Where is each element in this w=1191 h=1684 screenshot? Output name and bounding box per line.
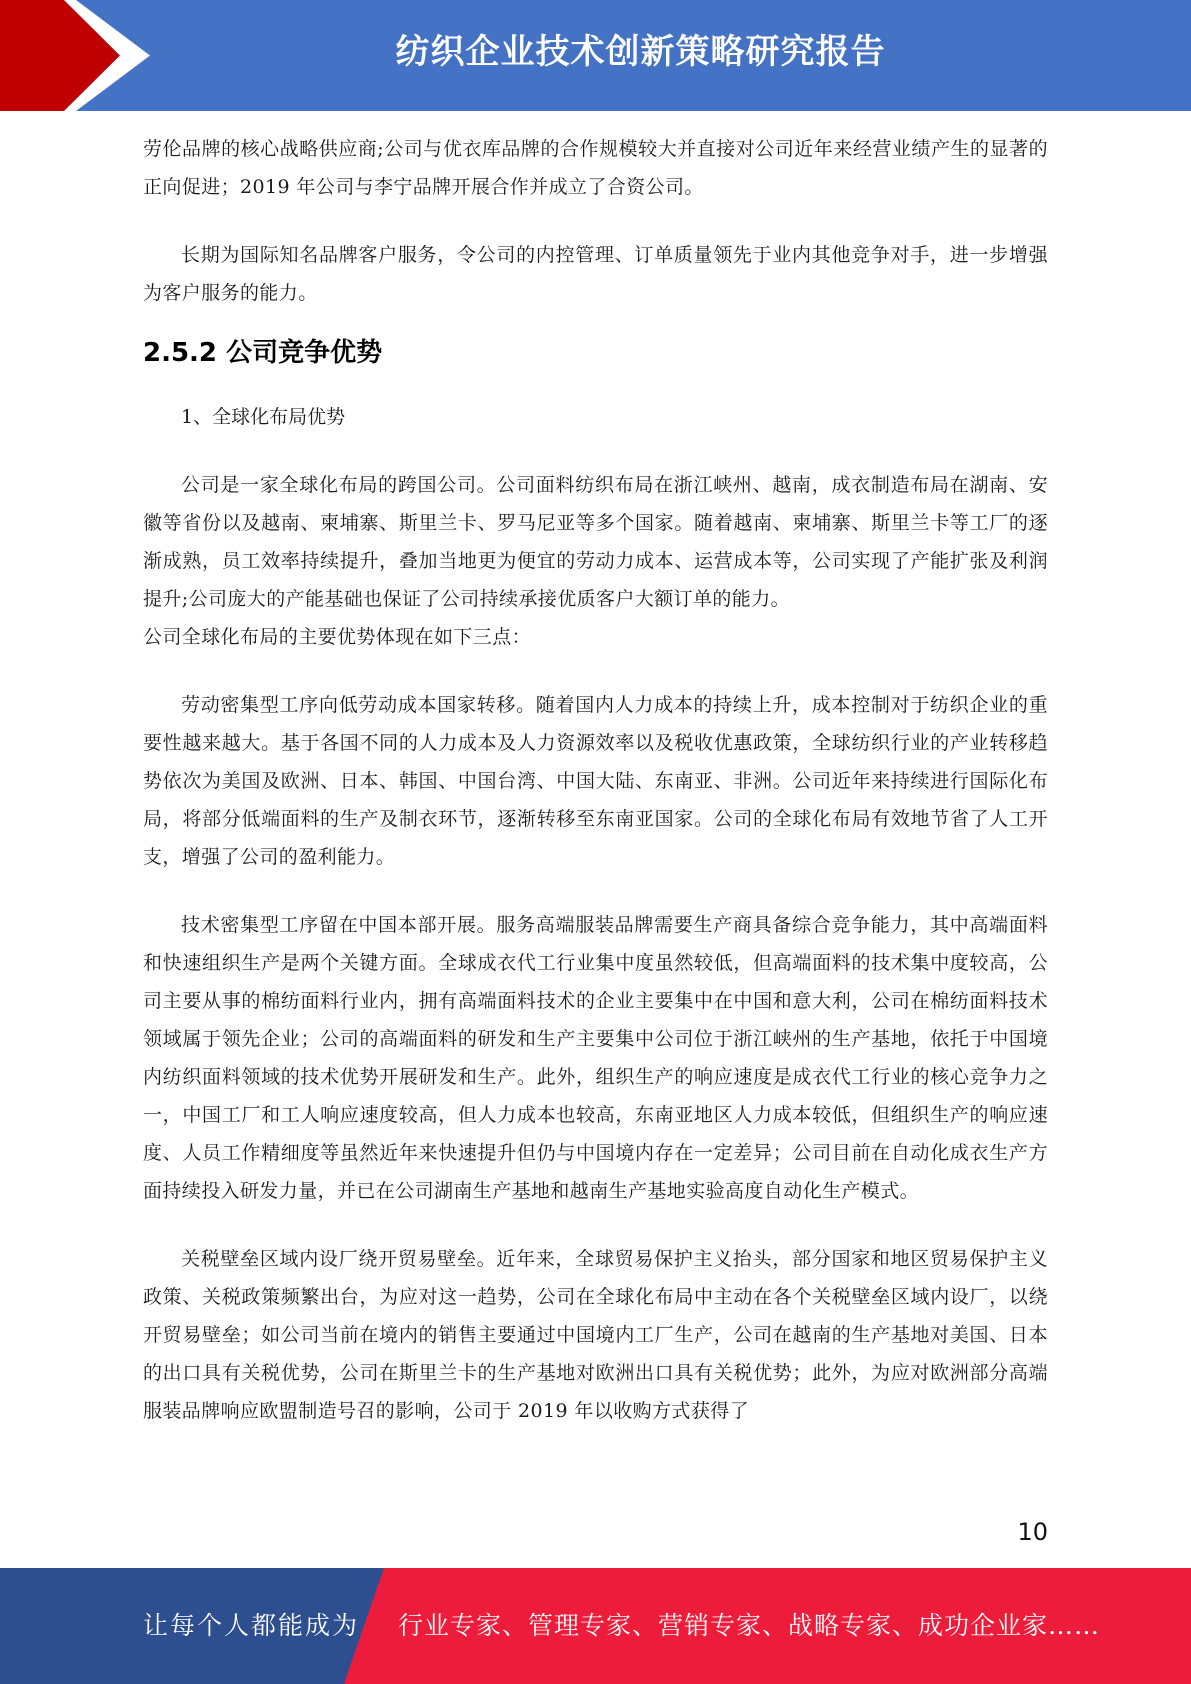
header-banner — [0, 0, 1191, 111]
page-body — [143, 130, 1048, 1430]
footer-banner — [0, 1568, 1191, 1684]
paragraph: 劳动密集型工序向低劳动成本国家转移。随着国内人力成本的持续上升，成本控制对于纺织企业的重要性越来越大。基于各国不同的人力成本及人力资源效率以及税收优惠政策，全球纺织行业的产业转移趋势依次为美国及欧洲、日本、韩国、中国台湾、中国大陆、东南亚、非洲。公司近年来持续进行国际化布局，将部分低端面料的生产及制衣环节，逐渐转移至东南亚国家。公司的全球化布局有效地节省了人工开支，增强了公司的盈利能力。 — [143, 694, 1048, 868]
report-title: 纺织企业技术创新策略研究报告 — [395, 32, 886, 72]
paragraph: 长期为国际知名品牌客户服务，令公司的内控管理、订单质量领先于业内其他竞争对手，进一步增强为客户服务的能力。 — [143, 244, 1048, 304]
paragraph: 技术密集型工序留在中国本部开展。服务高端服装品牌需要生产商具备综合竞争能力，其中高端面料和快速组织生产是两个关键方面。全球成衣代工行业集中度虽然较低，但高端面料的技术集中度较高，公司主要从事的棉纺面料行业内，拥有高端面料技术的企业主要集中在中国和意大利，公司在棉纺面料技术领域属于领先企业；公司的高端面料的研发和生产主要集中公司位于浙江峡州的生产基地，依托于中国境内纺织面料领域的技术优势开展研发和生产。此外，组织生产的响应速度是成衣代工行业的核心竞争力之一，中国工厂和工人响应速度较高，但人力成本也较高，东南亚地区人力成本较低，但组织生产的响应速度、人员工作精细度等虽然近年来快速提升但仍与中国境内存在一定差异；公司目前在自动化成衣生产方面持续投入研发力量，并已在公司湖南生产基地和越南生产基地实验高度自动化生产模式。 — [143, 914, 1048, 1202]
paragraph: 关税壁垒区域内设厂绕开贸易壁垒。近年来，全球贸易保护主义抬头，部分国家和地区贸易保护主义政策、关税政策频繁出台，为应对这一趋势，公司在全球化布局中主动在各个关税壁垒区域内设厂，以绕开贸易壁垒；如公司当前在境内的销售主要通过中国境内工厂生产，公司在越南的生产基地对美国、日本的出口具有关税优势，公司在斯里兰卡的生产基地对欧洲出口具有关税优势；此外，为应对欧洲部分高端服装品牌响应欧盟制造号召的影响，公司于 2019 年以收购方式获得了 — [143, 1248, 1048, 1422]
paragraph: 公司是一家全球化布局的跨国公司。公司面料纺织布局在浙江峡州、越南，成衣制造布局在湖南、安徽等省份以及越南、柬埔寨、斯里兰卡、罗马尼亚等多个国家。随着越南、柬埔寨、斯里兰卡等工厂的逐渐成熟，员工效率持续提升，叠加当地更为便宜的劳动力成本、运营成本等，公司实现了产能扩张及利润提升;公司庞大的产能基础也保证了公司持续承接优质客户大额订单的能力。 — [143, 474, 1048, 610]
page-number: 10 — [1017, 1518, 1048, 1546]
header-arrow-decoration — [0, 0, 160, 111]
footer-slogan-left: 让每个人都能成为 — [143, 1611, 360, 1640]
paragraph: 公司全球化布局的主要优势体现在如下三点： — [143, 626, 532, 648]
subheading: 1、全球化布局优势 — [181, 406, 346, 428]
footer-slogan-right: 行业专家、管理专家、营销专家、战略专家、成功企业家…… — [398, 1611, 1101, 1640]
paragraph: 劳伦品牌的核心战略供应商;公司与优衣库品牌的合作规模较大并直接对公司近年来经营业绩产生的显著的正向促进；2019 年公司与李宁品牌开展合作并成立了合资公司。 — [143, 138, 1048, 198]
section-heading: 2.5.2 公司竞争优势 — [143, 338, 383, 368]
